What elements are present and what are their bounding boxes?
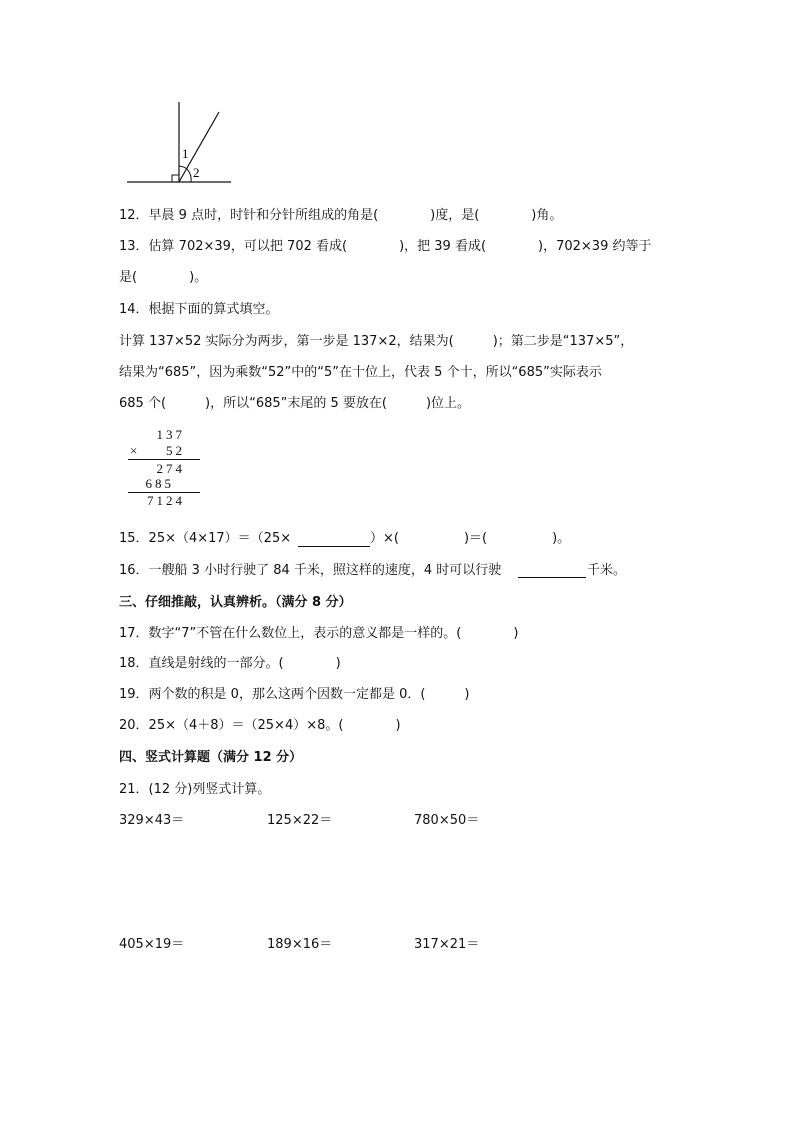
question-19: 19．两个数的积是 0，那么这两个因数一定都是 0．( ) — [119, 687, 470, 702]
calc-item-2: 125×22＝ — [267, 813, 333, 828]
angle-figure — [120, 96, 240, 188]
divider-line-1 — [128, 459, 200, 460]
right-angle-mark — [172, 175, 179, 182]
angle-arc-2 — [187, 169, 191, 182]
question-17: 17．数字“7”不管在什么数位上，表示的意义都是一样的。( ) — [119, 626, 519, 641]
question-21: 21．(12 分)列竖式计算。 — [119, 782, 271, 797]
question-12: 12．早晨 9 点时，时针和分针所组成的角是( )度，是( )角。 — [119, 208, 563, 223]
question-14-line3: 685 个( )，所以“685”末尾的 5 要放在( )位上。 — [119, 396, 471, 411]
partial-product-2: 685 — [145, 476, 174, 491]
question-13-line1: 13．估算 702×39，可以把 702 看成( )，把 39 看成( )，702×39 约等于 — [119, 239, 652, 254]
question-18: 18．直线是射线的一部分。( ) — [119, 656, 341, 671]
calc-item-4: 405×19＝ — [119, 937, 185, 952]
question-13-line2: 是( )。 — [119, 270, 208, 285]
multiplicand: 137 — [156, 427, 185, 442]
question-16-part1: 16．一艘船 3 小时行驶了 84 千米，照这样的速度，4 时可以行驶 — [119, 563, 502, 578]
question-20: 20．25×（4＋8）＝（25×4）×8。( ) — [119, 718, 401, 733]
blank-line-q15 — [298, 546, 370, 547]
section-4-heading: 四、竖式计算题（满分 12 分） — [119, 750, 303, 765]
multiplier: 52 — [166, 443, 185, 458]
multiply-operator: × — [130, 443, 138, 458]
final-product: 7124 — [147, 493, 185, 508]
question-16-part2: 千米。 — [587, 563, 627, 578]
calc-item-6: 317×21＝ — [414, 937, 480, 952]
calc-item-3: 780×50＝ — [414, 813, 480, 828]
question-14-line1: 计算 137×52 实际分为两步，第一步是 137×2，结果为( )；第二步是“137×5”， — [119, 334, 634, 349]
question-14-line2: 结果为“685”，因为乘数“52”中的“5”在十位上，代表 5 个十，所以“685”实际表示 — [119, 365, 602, 380]
vertical-multiplication — [124, 426, 204, 508]
question-15-part2: ）×( )＝( )。 — [370, 531, 571, 546]
angle-label-2: 2 — [193, 165, 200, 180]
partial-product-1: 274 — [156, 461, 185, 476]
question-15-part1: 15．25×（4×17）＝（25× — [119, 531, 292, 546]
section-3-heading: 三、仔细推敲，认真辨析。（满分 8 分） — [119, 595, 352, 610]
calc-item-1: 329×43＝ — [119, 813, 185, 828]
angle-label-1: 1 — [182, 146, 189, 161]
blank-line-q16 — [518, 577, 586, 578]
angle-arc — [179, 166, 187, 169]
question-14-title: 14．根据下面的算式填空。 — [119, 302, 279, 317]
calc-item-5: 189×16＝ — [267, 937, 333, 952]
